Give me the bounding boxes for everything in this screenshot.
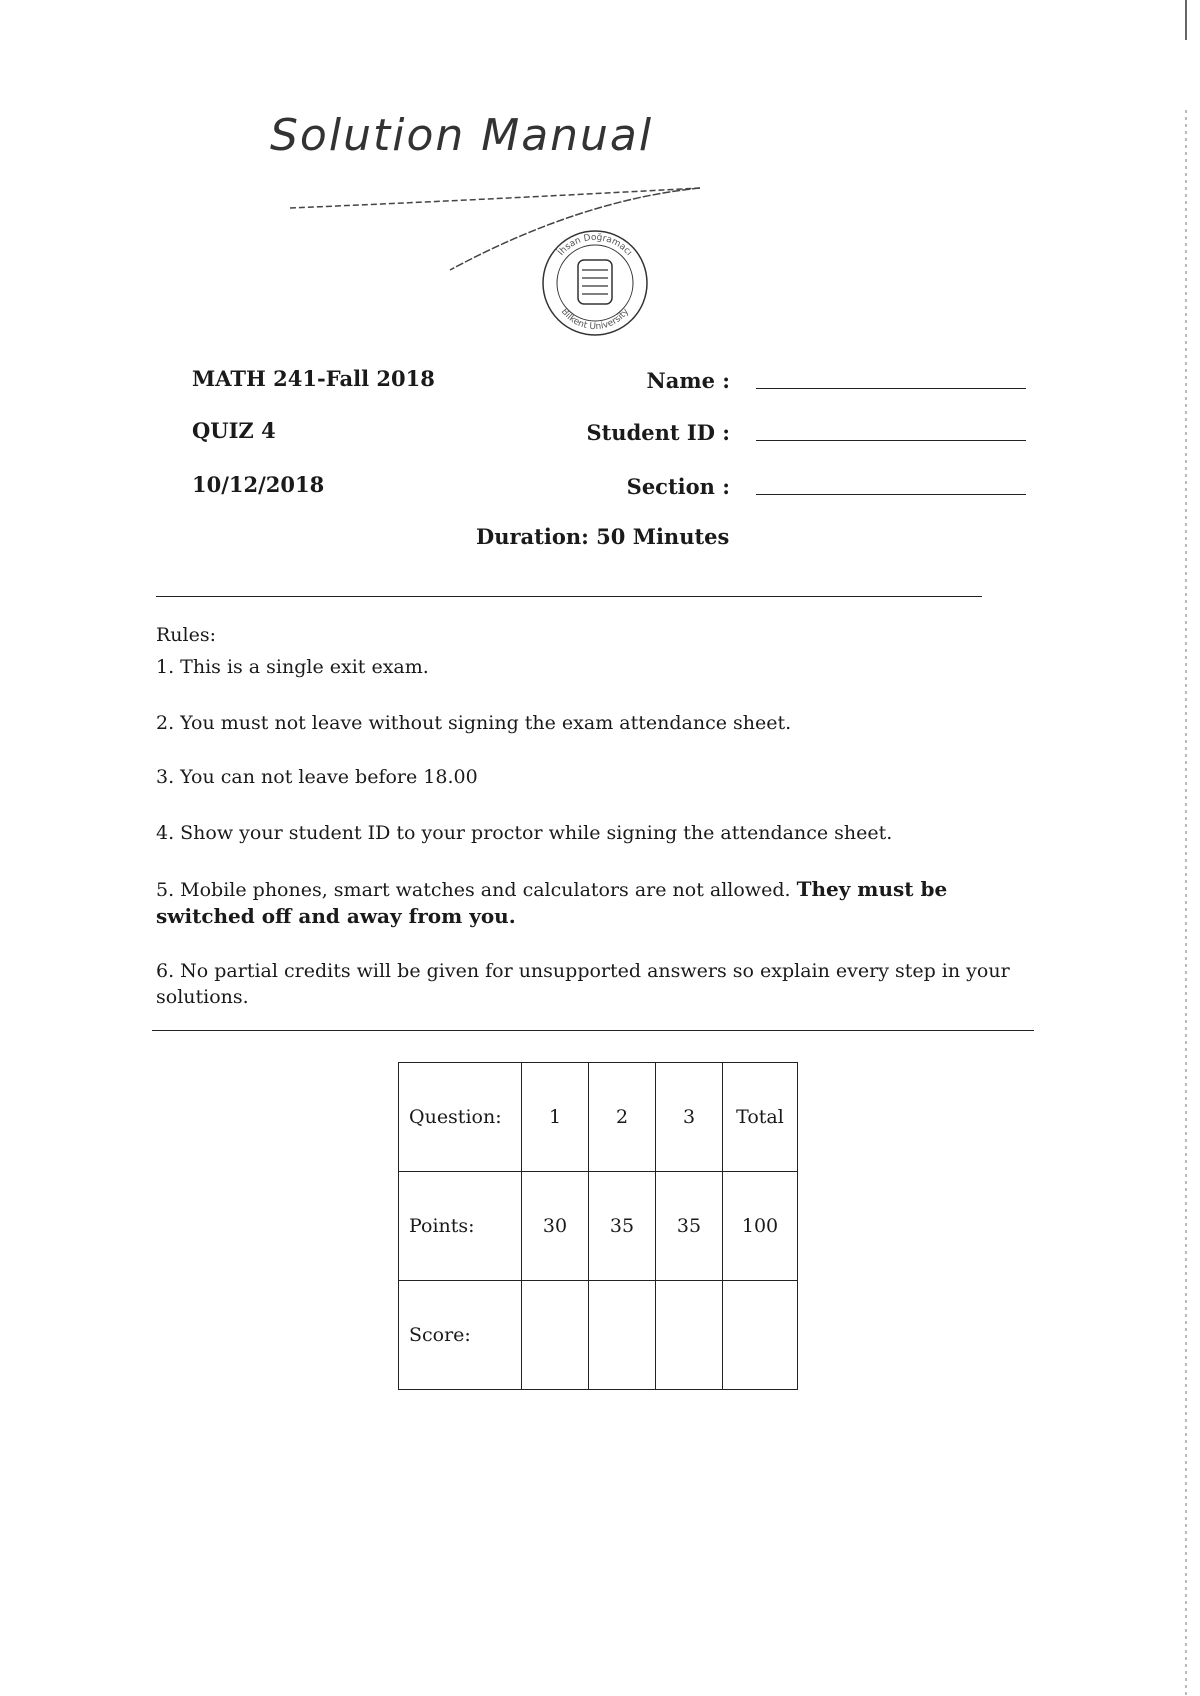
rule-4: 4. Show your student ID to your proctor while signing the attendance sheet. — [156, 822, 893, 844]
score-2[interactable] — [589, 1281, 656, 1390]
handwritten-underline — [280, 180, 720, 290]
rule-3: 3. You can not leave before 18.00 — [156, 766, 478, 788]
question-1: 1 — [522, 1063, 589, 1172]
scan-edge-marks — [1184, 0, 1188, 1696]
question-total: Total — [723, 1063, 798, 1172]
score-table — [398, 1062, 798, 1390]
student-id-label: Student ID : — [586, 420, 730, 445]
table-row — [399, 1063, 798, 1172]
table-row — [399, 1281, 798, 1390]
score-total[interactable] — [723, 1281, 798, 1390]
rule-5 — [156, 876, 1036, 930]
rule-1: 1. This is a single exit exam. — [156, 656, 429, 678]
question-2: 2 — [589, 1063, 656, 1172]
points-1: 30 — [522, 1172, 589, 1281]
university-seal — [540, 228, 650, 338]
question-header: Question: — [399, 1063, 522, 1172]
score-3[interactable] — [656, 1281, 723, 1390]
question-3: 3 — [656, 1063, 723, 1172]
quiz-title: QUIZ 4 — [192, 418, 276, 443]
points-header: Points: — [399, 1172, 522, 1281]
rule-5-text: 5. Mobile phones, smart watches and calculators are not allowed. — [156, 879, 791, 901]
handwritten-title: Solution Manual — [270, 110, 654, 161]
name-field[interactable] — [756, 388, 1026, 389]
rule-5-emphasis: They must be switched off and away from you. — [156, 877, 948, 928]
seal-bottom-text: Bilkent University — [558, 306, 632, 333]
rule-6: 6. No partial credits will be given for unsupported answers so explain every step in your solutions. — [156, 960, 1010, 1008]
duration: Duration: 50 Minutes — [476, 524, 730, 549]
bottom-separator — [152, 1030, 1034, 1031]
course-title: MATH 241-Fall 2018 — [192, 366, 435, 391]
section-label: Section : — [626, 474, 730, 499]
seal-top-text: İhsan Doğramacı — [556, 232, 634, 258]
name-label: Name : — [646, 368, 730, 393]
student-id-field[interactable] — [756, 440, 1026, 441]
rules-title: Rules: — [156, 624, 217, 646]
points-total: 100 — [723, 1172, 798, 1281]
section-field[interactable] — [756, 494, 1026, 495]
quiz-date: 10/12/2018 — [192, 472, 325, 497]
points-2: 35 — [589, 1172, 656, 1281]
score-1[interactable] — [522, 1281, 589, 1390]
score-header: Score: — [399, 1281, 522, 1390]
points-3: 35 — [656, 1172, 723, 1281]
rule-2: 2. You must not leave without signing the exam attendance sheet. — [156, 712, 792, 734]
table-row — [399, 1172, 798, 1281]
top-separator — [156, 596, 982, 597]
